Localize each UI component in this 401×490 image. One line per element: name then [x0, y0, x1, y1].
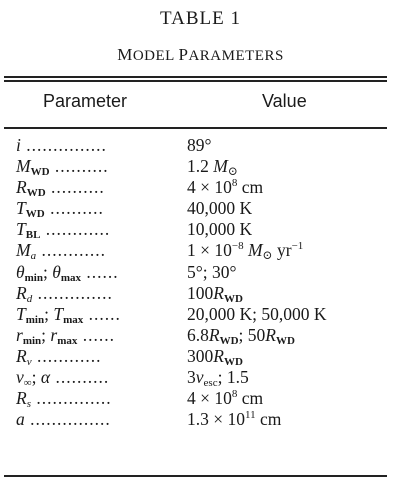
- value-cell: $4 \times 10^8$ cm: [187, 177, 264, 198]
- table-row: [16, 304, 327, 325]
- value-cell: 89°: [187, 135, 212, 155]
- top-rule-2: [4, 80, 387, 82]
- parameters-table: [16, 135, 327, 430]
- value-cell: $1 \times 10^{-8}$ $M_⊙$ $yr^{-1}$: [187, 240, 304, 263]
- table-row: [16, 262, 327, 283]
- param-cell: i ...............: [16, 135, 107, 155]
- table-row: [16, 325, 327, 346]
- table-row: [16, 177, 327, 198]
- table-row: [16, 409, 327, 430]
- table-row: [16, 198, 327, 219]
- param-cell: $M_{WD}$ ..........: [16, 156, 109, 179]
- param-cell: $R_s$ ..............: [16, 388, 112, 411]
- table-row: [16, 156, 327, 177]
- value-cell: 1.2 $M_⊙$: [187, 156, 238, 179]
- value-cell: 20,000 K; 50,000 K: [187, 303, 327, 324]
- header-value: Value: [262, 91, 307, 111]
- value-cell: $1.3 \times 10^{11}$ cm: [187, 409, 282, 430]
- param-cell: $R_v$ ............: [16, 345, 102, 368]
- bottom-rule: [4, 475, 387, 477]
- param-cell: $T_{BL}$ ............: [16, 219, 111, 242]
- param-cell: $R_d$ ..............: [16, 282, 113, 305]
- table-row: [16, 367, 327, 388]
- value-cell: $3v_{esc}$; 1.5: [187, 367, 249, 390]
- table-row: [16, 135, 327, 156]
- value-cell: 40,000 K: [187, 198, 253, 219]
- param-cell: a ...............: [16, 409, 111, 430]
- param-cell: $T_{min}$; $T_{max}$ ......: [16, 303, 121, 326]
- param-cell: $T_{WD}$ ..........: [16, 198, 104, 221]
- param-cell: $M_a$ ............: [16, 240, 106, 263]
- table-title: TABLE 1: [160, 8, 241, 29]
- top-rule-1: [4, 76, 387, 78]
- table-row: [16, 240, 327, 261]
- header-rule: [4, 127, 387, 129]
- table-row: [16, 283, 327, 304]
- value-cell: 10,000 K: [187, 219, 253, 240]
- value-cell: 5°; 30°: [187, 261, 237, 282]
- value-cell: $6.8R_{WD}$; $50R_{WD}$: [187, 324, 295, 347]
- table-subtitle: MODEL PARAMETERS: [117, 45, 284, 64]
- param-cell: $r_{min}$; $r_{max}$ ......: [16, 324, 116, 347]
- value-cell: $4 \times 10^8$ cm: [187, 388, 264, 409]
- table-row: [16, 219, 327, 240]
- table-row: [16, 346, 327, 367]
- value-cell: $100R_{WD}$: [187, 282, 243, 305]
- table-row: [16, 388, 327, 409]
- param-cell: $\theta_{min}$; $\theta_{max}$ ......: [16, 261, 119, 284]
- value-cell: $300R_{WD}$: [187, 345, 243, 368]
- param-cell: $v_\infty$; α ..........: [16, 367, 110, 390]
- param-cell: $R_{WD}$ ..........: [16, 177, 105, 200]
- header-parameter: Parameter: [43, 91, 128, 111]
